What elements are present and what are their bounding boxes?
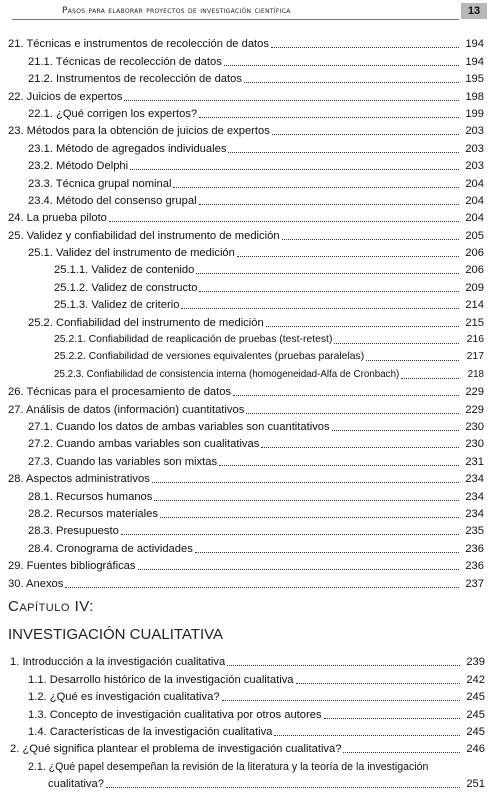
toc-entry-page: 218 — [467, 368, 484, 380]
dot-leader — [160, 517, 459, 518]
toc-entry-page: 199 — [465, 107, 484, 120]
toc-entry — [0, 260, 499, 277]
toc-entry-page: 235 — [465, 525, 484, 538]
toc-entry-page: 245 — [466, 708, 485, 721]
toc-entry — [0, 173, 499, 190]
dot-leader — [181, 308, 459, 309]
toc-entry-line — [0, 756, 499, 773]
toc-entry — [0, 434, 499, 451]
toc-entry-page: 204 — [465, 212, 484, 225]
toc-entry-page: 215 — [465, 316, 484, 329]
toc-entry-title: 28.1. Recursos humanos — [28, 490, 153, 503]
dot-leader — [233, 395, 459, 396]
toc-entry-title: 2.1. ¿Qué papel desempeñan la revisión de la literatura y la teoría de la investigación — [28, 760, 429, 773]
toc-entry-page: 236 — [465, 542, 484, 555]
toc-entry — [0, 722, 499, 739]
toc-entry-title: 28.4. Cronograma de actividades — [28, 542, 193, 555]
toc-entry-title: cualitativa? — [48, 778, 104, 791]
toc-entry-title: 22. Juicios de expertos — [8, 90, 123, 103]
toc-entry-title: 27.1. Cuando los datos de ambas variables son cuantitativos — [28, 420, 330, 433]
toc-entry-title: 30. Anexos — [8, 577, 64, 590]
toc-entry-title: 27.2. Cuando ambas variables son cualitativas — [28, 438, 260, 451]
toc-entry — [0, 573, 499, 590]
dot-leader — [121, 534, 459, 535]
toc-entry-page: 230 — [465, 438, 484, 451]
toc-entry — [0, 399, 499, 416]
toc-entry — [0, 295, 499, 312]
dot-leader — [244, 82, 459, 83]
dot-leader — [199, 291, 459, 292]
dot-leader — [228, 152, 459, 153]
toc-entry-title: 28. Aspectos administrativos — [8, 473, 150, 486]
toc-entry-title: 21.2. Instrumentos de recolección de datos — [28, 73, 242, 86]
toc-entry-title: 28.3. Presupuesto — [28, 525, 119, 538]
dot-leader — [199, 204, 459, 205]
dot-leader — [272, 134, 459, 135]
toc-entry-page: 246 — [466, 743, 485, 756]
table-of-contents — [0, 34, 499, 591]
toc-entry-title: 1.2. ¿Qué es investigación cualitativa? — [28, 691, 220, 704]
dot-leader — [324, 718, 460, 719]
page-number: 13 — [461, 3, 487, 19]
toc-entry — [0, 417, 499, 434]
toc-entry-page: 203 — [465, 142, 484, 155]
toc-entry-page: 234 — [465, 490, 484, 503]
toc-entry-page: 194 — [465, 38, 484, 51]
toc-entry-page: 204 — [465, 177, 484, 190]
dot-leader — [219, 465, 459, 466]
toc-entry-title: 25.1.1. Validez de contenido — [54, 264, 195, 277]
dot-leader — [106, 787, 460, 788]
page-header — [0, 0, 499, 26]
toc-entry-title: 22.1. ¿Qué corrigen los expertos? — [28, 107, 198, 120]
toc-entry-title: 23.1. Método de agregados individuales — [28, 142, 227, 155]
dot-leader — [173, 187, 459, 188]
dot-leader — [199, 117, 459, 118]
dot-leader — [296, 683, 460, 684]
toc-entry-title: 2. ¿Qué significa plantear el problema de investigación cualitativa? — [10, 743, 342, 756]
toc-entry-page: 234 — [465, 473, 484, 486]
toc-entry-page: 245 — [466, 691, 485, 704]
toc-entry-title: 25.2.1. Confiabilidad de reaplicación de pruebas (test-retest) — [54, 334, 333, 346]
toc-entry — [0, 51, 499, 68]
dot-leader — [261, 447, 459, 448]
toc-entry-page: 245 — [466, 725, 485, 738]
toc-entry — [0, 34, 499, 51]
toc-entry-page: 239 — [466, 656, 485, 669]
dot-leader — [334, 343, 459, 344]
toc-entry-title: 28.2. Recursos materiales — [28, 507, 158, 520]
chapter-title: INVESTIGACIÓN CUALITATIVA — [8, 626, 224, 643]
dot-leader — [109, 221, 459, 222]
toc-entry-title: 1. Introducción a la investigación cualitativa — [10, 656, 226, 669]
toc-entry-title: 1.3. Concepto de investigación cualitativa por otros autores — [28, 708, 322, 721]
toc-entry-page: 195 — [465, 73, 484, 86]
toc-entry — [0, 243, 499, 260]
toc-entry-title: 25.1.2. Validez de constructo — [54, 281, 198, 294]
dot-leader — [237, 256, 459, 257]
toc-entry — [0, 774, 499, 791]
toc-entry-page: 198 — [465, 90, 484, 103]
dot-leader — [332, 430, 459, 431]
toc-entry — [0, 86, 499, 103]
toc-entry-page: 236 — [465, 560, 484, 573]
toc-entry-title: 25.2.3. Confiabilidad de consistencia interna (homogeneidad-Alfa de Cronbach) — [54, 368, 400, 380]
toc-entry-page: 216 — [466, 334, 484, 346]
toc-entry-page: 206 — [465, 264, 484, 277]
toc-entry-page: 229 — [465, 403, 484, 416]
toc-entry-title: 23. Métodos para la obtención de juicios de expertos — [8, 125, 270, 138]
toc-entry-page: 237 — [465, 577, 484, 590]
dot-leader — [138, 569, 460, 570]
header-rule — [12, 19, 459, 20]
dot-leader — [130, 169, 459, 170]
dot-leader — [224, 65, 459, 66]
toc-entry-title: 23.4. Método del consenso grupal — [28, 194, 197, 207]
toc-entry-page: 203 — [465, 160, 484, 173]
chapter-label: Capítulo IV: — [8, 598, 94, 615]
toc-entry-page: 204 — [465, 194, 484, 207]
toc-entry-title: 27. Análisis de datos (información) cuantitativos — [8, 403, 245, 416]
toc-entry-title: 23.3. Técnica grupal nominal — [28, 177, 172, 190]
dot-leader — [222, 700, 460, 701]
toc-entry-title: 25. Validez y confiabilidad del instrumento de medición — [8, 229, 280, 242]
dot-leader — [196, 273, 459, 274]
toc-entry-title: 21.1. Técnicas de recolección de datos — [28, 55, 222, 68]
toc-entry-page: 231 — [465, 455, 484, 468]
dot-leader — [271, 47, 459, 48]
toc-entry — [0, 69, 499, 86]
toc-entry — [0, 521, 499, 538]
dot-leader — [266, 326, 459, 327]
toc-entry-page: 214 — [465, 299, 484, 312]
toc-entry-title: 21. Técnicas e instrumentos de recolección de datos — [8, 38, 269, 51]
dot-leader — [154, 500, 459, 501]
dot-leader — [65, 587, 459, 588]
toc-entry-title: 25.2. Confiabilidad del instrumento de medición — [28, 316, 264, 329]
toc-entry-page: 242 — [466, 673, 485, 686]
dot-leader — [401, 378, 459, 379]
toc-entry — [0, 451, 499, 468]
toc-entry — [0, 652, 499, 669]
toc-entry-title: 27.3. Cuando las variables son mixtas — [28, 455, 218, 468]
toc-entry-page: 251 — [466, 778, 485, 791]
chapter-contents — [0, 652, 499, 791]
dot-leader — [274, 735, 460, 736]
toc-entry-title: 25.2.2. Confiabilidad de versiones equivalentes (pruebas paralelas) — [54, 351, 365, 363]
dot-leader — [366, 360, 459, 361]
toc-entry-page: 217 — [466, 351, 484, 363]
toc-entry-page: 234 — [465, 507, 484, 520]
toc-entry-page: 194 — [465, 55, 484, 68]
toc-entry-page: 203 — [465, 125, 484, 138]
dot-leader — [227, 665, 460, 666]
toc-entry — [0, 504, 499, 521]
dot-leader — [195, 552, 459, 553]
toc-entry — [0, 486, 499, 503]
toc-entry-page: 230 — [465, 420, 484, 433]
toc-entry-title: 1.1. Desarrollo histórico de la investigación cualitativa — [28, 673, 294, 686]
dot-leader — [282, 239, 459, 240]
toc-entry — [0, 208, 499, 225]
dot-leader — [343, 752, 460, 753]
toc-entry-page: 229 — [465, 386, 484, 399]
toc-entry — [0, 121, 499, 138]
toc-entry — [0, 347, 499, 364]
toc-entry — [0, 191, 499, 208]
toc-entry — [0, 469, 499, 486]
toc-entry-title: 29. Fuentes bibliográficas — [8, 560, 136, 573]
toc-entry-title: 24. La prueba piloto — [8, 212, 107, 225]
toc-entry — [0, 538, 499, 555]
toc-entry-title: 26. Técnicas para el procesamiento de datos — [8, 386, 232, 399]
toc-entry — [0, 225, 499, 242]
toc-entry — [0, 364, 499, 381]
running-title: Pasos para elaborar proyectos de investigación científica — [62, 6, 291, 16]
toc-entry-page: 206 — [465, 247, 484, 260]
toc-entry — [0, 156, 499, 173]
toc-entry-title: 25.1. Validez del instrumento de medición — [28, 247, 235, 260]
toc-entry — [0, 704, 499, 721]
toc-entry-title: 23.2. Método Delphi — [28, 160, 129, 173]
dot-leader — [152, 482, 459, 483]
toc-entry — [0, 104, 499, 121]
toc-entry — [0, 312, 499, 329]
toc-entry-page: 209 — [465, 281, 484, 294]
toc-entry-title: 1.4. Características de la investigación cualitativa — [28, 725, 273, 738]
toc-entry — [0, 669, 499, 686]
toc-entry — [0, 330, 499, 347]
toc-entry — [0, 277, 499, 294]
toc-entry-title: 25.1.3. Validez de criterio — [54, 299, 180, 312]
dot-leader — [246, 413, 459, 414]
toc-entry — [0, 138, 499, 155]
dot-leader — [124, 100, 459, 101]
toc-entry — [0, 556, 499, 573]
toc-entry — [0, 382, 499, 399]
toc-entry — [0, 739, 499, 756]
toc-entry — [0, 687, 499, 704]
toc-entry-page: 205 — [465, 229, 484, 242]
